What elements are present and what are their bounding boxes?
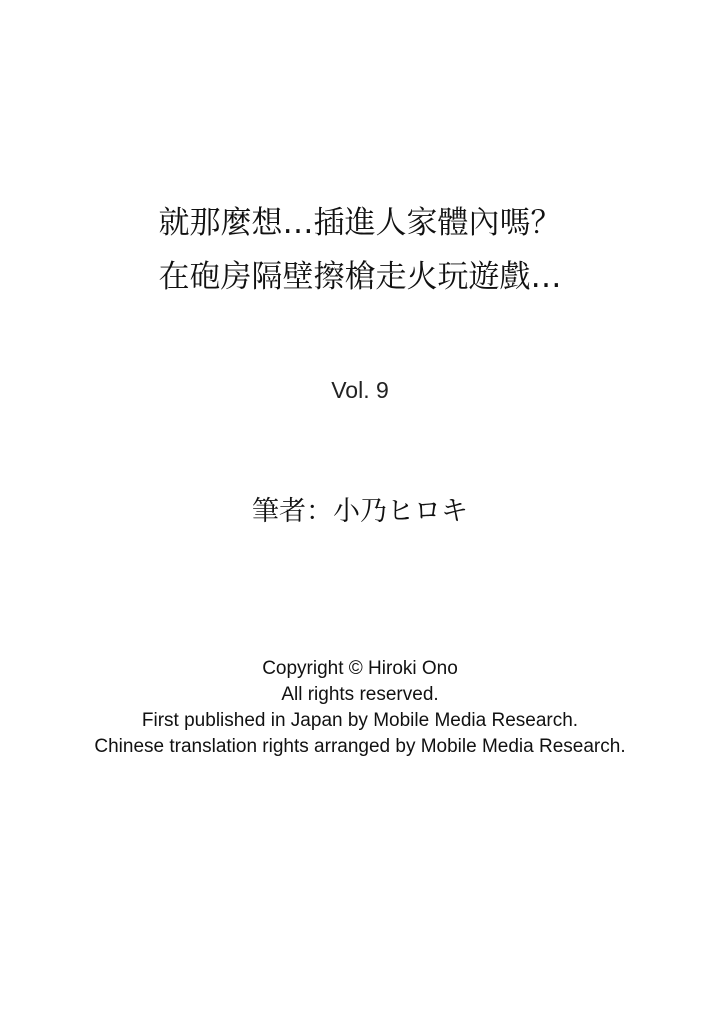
copyright-line-3: First published in Japan by Mobile Media Research. [141,710,579,731]
copyright-line-1: Copyright © Hiroki Ono [262,658,458,679]
title-line-1: 就那麼想…插進人家體內嗎？ [158,205,562,241]
book-title [0,196,720,304]
author-credit: 筆者：小乃ヒロキ [252,496,468,527]
copyright-line-4: Chinese translation rights arranged by Mobile Media Research. [94,736,626,757]
volume-number: Vol. 9 [331,377,389,403]
title-line-2: 在砲房隔壁擦槍走火玩遊戲… [158,259,562,295]
copyright-notice [0,656,720,760]
copyright-line-2: All rights reserved. [281,684,439,705]
